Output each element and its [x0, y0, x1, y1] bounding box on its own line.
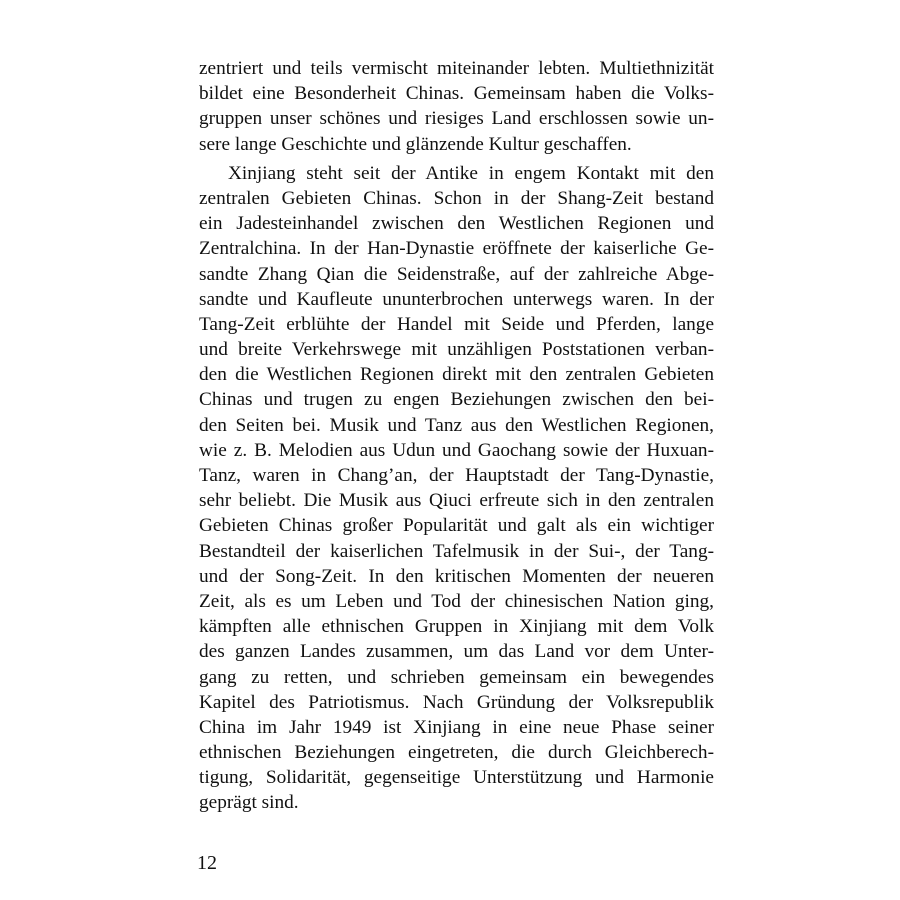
text-line: Kapitel des Patriotismus. Nach Gründung der Volksrepublik: [199, 691, 714, 713]
text-line: China im Jahr 1949 ist Xinjiang in eine neue Phase seiner: [199, 716, 714, 738]
paragraph: [199, 56, 714, 157]
text-line: sehr beliebt. Die Musik aus Qiuci erfreute sich in den zentralen: [199, 490, 714, 512]
text-line: und breite Verkehrswege mit unzähligen Poststationen verban-: [199, 339, 714, 361]
text-line: ein Jadesteinhandel zwischen den Westlichen Regionen und: [199, 213, 714, 235]
text-line: Zentralchina. In der Han-Dynastie eröffnete der kaiserliche Ge-: [199, 238, 714, 260]
text-line: und der Song-Zeit. In den kritischen Momenten der neueren: [199, 565, 714, 587]
text-line: Tanz, waren in Chang’an, der Hauptstadt der Tang-Dynastie,: [199, 465, 714, 486]
text-line: sandte und Kaufleute ununterbrochen unterwegs waren. In der: [199, 288, 714, 310]
text-line: tigung, Solidarität, gegenseitige Unterstützung und Harmonie: [199, 767, 714, 789]
text-line: zentriert und teils vermischt miteinander lebten. Multiethnizität: [199, 58, 714, 79]
text-line: sere lange Geschichte und glänzende Kultur geschaffen.: [199, 133, 632, 155]
text-line: gruppen unser schönes und riesiges Land erschlossen sowie un-: [199, 108, 714, 130]
paragraph: [199, 161, 714, 816]
text-line: bildet eine Besonderheit Chinas. Gemeinsam haben die Volks-: [199, 83, 714, 105]
text-line: geprägt sind.: [199, 792, 299, 814]
text-line: den die Westlichen Regionen direkt mit den zentralen Gebieten: [199, 364, 714, 386]
text-line: gang zu retten, und schrieben gemeinsam ein bewegendes: [199, 666, 714, 688]
text-line: Tang-Zeit erblühte der Handel mit Seide und Pferden, lange: [199, 313, 714, 335]
page-number: 12: [197, 852, 217, 874]
text-line: wie z. B. Melodien aus Udun und Gaochang sowie der Huxuan-: [199, 439, 714, 461]
text-line: Gebieten Chinas großer Popularität und galt als ein wichtiger: [199, 515, 714, 537]
text-line: Zeit, als es um Leben und Tod der chinesischen Nation ging,: [199, 590, 714, 612]
text-line: Bestandteil der kaiserlichen Tafelmusik in der Sui-, der Tang-: [199, 540, 714, 562]
text-line: ethnischen Beziehungen eingetreten, die durch Gleichberech-: [199, 742, 714, 764]
body-text: [199, 56, 714, 816]
text-line: Chinas und trugen zu engen Beziehungen zwischen den bei-: [199, 389, 714, 411]
text-line: des ganzen Landes zusammen, um das Land vor dem Unter-: [199, 641, 714, 663]
text-line: zentralen Gebieten Chinas. Schon in der Shang-Zeit bestand: [199, 187, 714, 209]
text-line: kämpften alle ethnischen Gruppen in Xinjiang mit dem Volk: [199, 616, 714, 638]
text-line: sandte Zhang Qian die Seidenstraße, auf der zahlreiche Abge-: [199, 263, 714, 285]
text-line: Xinjiang steht seit der Antike in engem Kontakt mit den: [228, 162, 714, 184]
text-line: den Seiten bei. Musik und Tanz aus den Westlichen Regionen,: [199, 414, 714, 436]
